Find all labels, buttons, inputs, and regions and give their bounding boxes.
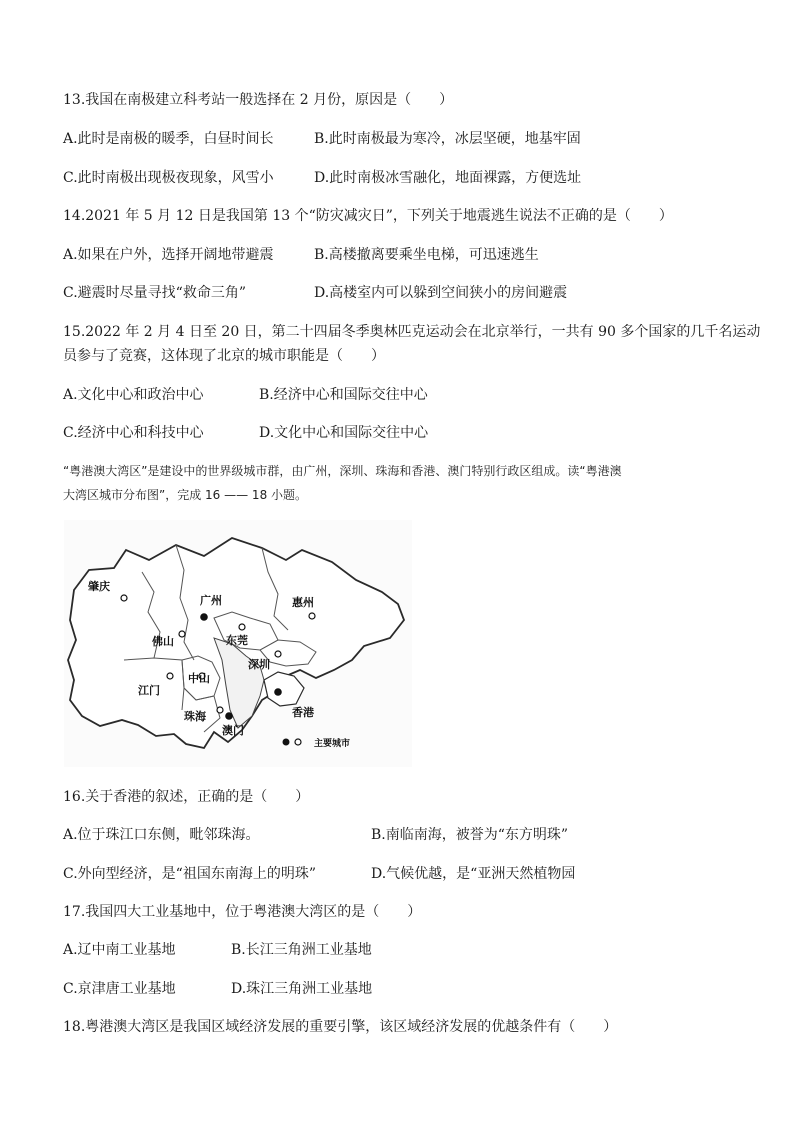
question-13-option-a: A.此时是南极的暖季，白昼时间长 bbox=[63, 131, 274, 147]
city-label-guangzhou: 广州 bbox=[200, 594, 222, 607]
jiangmen-marker bbox=[167, 673, 173, 679]
question-16-option-d: D.气候优越，是“亚洲天然植物园 bbox=[371, 866, 576, 882]
question-16-option-c: C.外向型经济，是“祖国东南海上的明珠” bbox=[63, 866, 316, 882]
foshan-marker bbox=[179, 631, 185, 637]
city-label-foshan: 佛山 bbox=[152, 635, 174, 648]
guangzhou-marker bbox=[200, 613, 208, 621]
shenzhen-marker bbox=[275, 651, 281, 657]
question-17-option-b: B.长江三角洲工业基地 bbox=[231, 942, 372, 958]
city-label-zhuhai: 珠海 bbox=[184, 710, 206, 723]
question-15-stem-line2: 员参与了竞赛，这体现了北京的城市职能是（ ） bbox=[63, 348, 385, 364]
legend-label: 主要城市 bbox=[314, 739, 351, 749]
city-label-dongguan: 东莞 bbox=[226, 634, 248, 647]
question-13-stem: 13.我国在南极建立科考站一般选择在 2 月份，原因是（ ） bbox=[63, 92, 454, 108]
city-label-hongkong: 香港 bbox=[292, 706, 314, 719]
question-14-option-c: C.避震时尽量寻找“救命三角” bbox=[63, 285, 246, 301]
question-17-option-a: A.辽中南工业基地 bbox=[63, 942, 176, 958]
question-15-stem-line1: 15.2022 年 2 月 4 日至 20 日，第二十四届冬季奥林匹克运动会在北京举行，一共有 90 多个国家的几千名运动 bbox=[63, 324, 761, 340]
question-18-stem: 18.粤港澳大湾区是我国区域经济发展的重要引擎，该区域经济发展的优越条件有（ ） bbox=[63, 1019, 618, 1035]
legend-filled-marker bbox=[283, 739, 290, 746]
question-15-option-a: A.文化中心和政治中心 bbox=[63, 387, 204, 403]
zhuhai-marker bbox=[217, 707, 223, 713]
city-label-huizhou: 惠州 bbox=[292, 596, 314, 609]
city-label-jiangmen: 江门 bbox=[138, 684, 160, 697]
zhaoqing-marker bbox=[121, 595, 127, 601]
city-label-zhongshan: 中山 bbox=[188, 672, 210, 685]
question-17-stem: 17.我国四大工业基地中，位于粤港澳大湾区的是（ ） bbox=[63, 904, 422, 920]
question-16-option-b: B.南临南海，被誉为“东方明珠” bbox=[371, 827, 569, 843]
question-15-option-c: C.经济中心和科技中心 bbox=[63, 425, 204, 441]
question-17-option-c: C.京津唐工业基地 bbox=[63, 981, 176, 997]
question-17-option-d: D.珠江三角洲工业基地 bbox=[231, 981, 373, 997]
question-16-stem: 16.关于香港的叙述，正确的是（ ） bbox=[63, 789, 310, 805]
question-13-option-c: C.此时南极出现极夜现象，风雪小 bbox=[63, 170, 274, 186]
material-intro-line2: 大湾区城市分布图”，完成 16 —— 18 小题。 bbox=[63, 488, 308, 502]
question-16-option-a: A.位于珠江口东侧，毗邻珠海。 bbox=[63, 827, 260, 843]
question-14-option-d: D.高楼室内可以躲到空间狭小的房间避震 bbox=[314, 285, 568, 301]
material-intro-line1: “粤港澳大湾区”是建设中的世界级城市群，由广州，深圳、珠海和香港、澳门特别行政区组成。读“粤港澳 bbox=[63, 464, 622, 478]
huizhou-marker bbox=[309, 613, 315, 619]
question-15-option-d: D.文化中心和国际交往中心 bbox=[259, 425, 429, 441]
city-label-shenzhen: 深圳 bbox=[248, 658, 270, 671]
question-15-option-b: B.经济中心和国际交往中心 bbox=[259, 387, 428, 403]
question-14-stem: 14.2021 年 5 月 12 日是我国第 13 个“防灾减灾日”，下列关于地震逃生说法不正确的是（ ） bbox=[63, 208, 673, 224]
dongguan-marker bbox=[239, 624, 245, 630]
question-13-option-d: D.此时南极冰雪融化，地面裸露，方便选址 bbox=[314, 170, 582, 186]
greater-bay-area-map bbox=[64, 520, 412, 767]
legend-hollow-marker bbox=[295, 739, 301, 745]
question-14-option-a: A.如果在户外，选择开阔地带避震 bbox=[63, 247, 274, 263]
city-label-zhaoqing: 肇庆 bbox=[88, 580, 110, 593]
question-14-option-b: B.高楼撤离要乘坐电梯，可迅速逃生 bbox=[314, 247, 539, 263]
macau-marker bbox=[225, 712, 233, 720]
hongkong-marker bbox=[274, 688, 282, 696]
city-label-macau: 澳门 bbox=[222, 724, 244, 737]
question-13-option-b: B.此时南极最为寒冷，冰层坚硬，地基牢固 bbox=[314, 131, 581, 147]
